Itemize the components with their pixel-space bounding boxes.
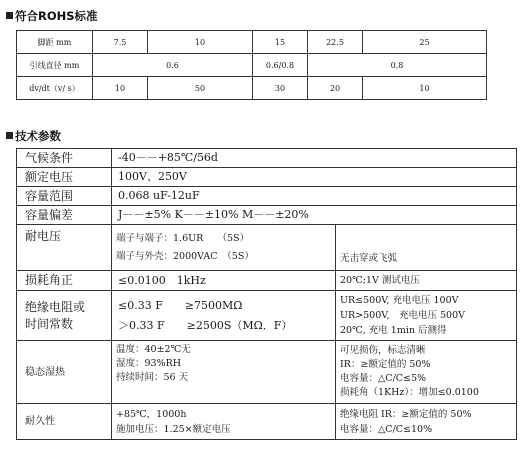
endurance-criteria bbox=[336, 404, 517, 440]
table-row bbox=[17, 77, 487, 100]
table-cell: 10 bbox=[93, 77, 148, 100]
param-value-climate: -40－－+85℃/56d bbox=[112, 149, 517, 168]
section-heading-tech bbox=[6, 128, 61, 144]
damp-heat-criterion-2: IR：≥额定值的 50% bbox=[340, 359, 431, 370]
insulation-label-line1: 绝缘电阻或 bbox=[25, 299, 86, 314]
endurance-voltage: 施加电压：1.25×额定电压 bbox=[116, 423, 231, 435]
section-title: 技术参数 bbox=[15, 129, 61, 143]
table-cell: 15 bbox=[253, 31, 308, 54]
damp-heat-humidity: 湿度：93%RH bbox=[116, 358, 182, 369]
endurance-criterion-2: 电容量：△C/C≤10% bbox=[340, 423, 433, 435]
param-value-withstand bbox=[112, 225, 336, 271]
tech-params-table bbox=[16, 148, 517, 440]
endurance-condition: +85℃，1000h bbox=[116, 408, 187, 420]
table-cell: 20 bbox=[308, 77, 363, 100]
table-row bbox=[17, 206, 517, 225]
table-cell: 22.5 bbox=[308, 31, 363, 54]
param-label-loss-angle: 损耗角正 bbox=[17, 271, 112, 291]
param-label-rated-voltage: 额定电压 bbox=[17, 168, 112, 187]
table-row bbox=[17, 225, 517, 271]
damp-heat-criterion-1: 可见损伤，标志清晰 bbox=[340, 345, 426, 356]
damp-heat-criterion-4: 损耗角（1KHz）：增加≤0.0100 bbox=[340, 387, 479, 398]
param-label-tolerance: 容量偏差 bbox=[17, 206, 112, 225]
row-label-pitch: 脚距 mm bbox=[17, 31, 93, 54]
insulation-label-line2: 时间常数 bbox=[25, 316, 74, 331]
insulation-condition-1: UR≤500V, 充电电压 100V bbox=[340, 295, 459, 306]
param-value-endurance bbox=[112, 404, 336, 440]
table-row bbox=[17, 168, 517, 187]
withstand-criteria: 无击穿或飞弧 bbox=[336, 225, 517, 271]
param-value-rated-voltage: 100V、250V bbox=[112, 168, 517, 187]
table-cell: 30 bbox=[253, 77, 308, 100]
insulation-condition-3: 20℃, 充电 1min 后测得 bbox=[340, 325, 447, 336]
endurance-criterion-1: 绝缘电阻 IR：≥额定值的 50% bbox=[340, 408, 472, 420]
table-cell: 0.6 bbox=[93, 54, 253, 77]
table-cell: 0.6/0.8 bbox=[253, 54, 308, 77]
insulation-small-cap: ≤0.33 F ≥7500MΩ bbox=[118, 298, 243, 312]
table-row bbox=[17, 54, 487, 77]
table-row bbox=[17, 404, 517, 440]
rohs-table bbox=[16, 30, 487, 100]
row-label-lead-diameter: 引线直径 mm bbox=[17, 54, 93, 77]
table-row bbox=[17, 187, 517, 206]
param-value-capacitance-range: 0.068 uF-12uF bbox=[112, 187, 517, 206]
damp-heat-criteria bbox=[336, 341, 517, 404]
table-row bbox=[17, 31, 487, 54]
loss-angle-condition: 20℃;1V 测试电压 bbox=[336, 271, 517, 291]
square-bullet-icon bbox=[6, 12, 13, 19]
param-label-insulation bbox=[17, 291, 112, 341]
param-value-loss-angle: ≤0.0100 1kHz bbox=[112, 271, 336, 291]
section-heading-rohs bbox=[6, 8, 98, 24]
param-value-insulation bbox=[112, 291, 336, 341]
table-cell: 7.5 bbox=[93, 31, 148, 54]
table-row bbox=[17, 341, 517, 404]
table-cell: 10 bbox=[363, 77, 487, 100]
table-row bbox=[17, 271, 517, 291]
damp-heat-temperature: 温度：40±2℃无 bbox=[116, 344, 191, 355]
param-value-damp-heat bbox=[112, 341, 336, 404]
table-row bbox=[17, 291, 517, 341]
param-value-tolerance: J－－±5% K－－±10% M－－±20% bbox=[112, 206, 517, 225]
damp-heat-criterion-3: 电容量：△C/C≤5% bbox=[340, 373, 427, 384]
row-label-dvdt: dv/dt（v/ s） bbox=[17, 77, 93, 100]
withstand-terminal-case: 端子与外壳：2000VAC （5S） bbox=[116, 250, 254, 262]
insulation-condition-2: UR>500V, 充电电压 500V bbox=[340, 310, 465, 321]
section-title: 符合ROHS标准 bbox=[15, 9, 98, 23]
param-label-endurance: 耐久性 bbox=[17, 404, 112, 440]
param-label-withstand: 耐电压 bbox=[17, 225, 112, 271]
table-row bbox=[17, 149, 517, 168]
square-bullet-icon bbox=[6, 132, 13, 139]
table-cell: 10 bbox=[148, 31, 253, 54]
damp-heat-duration: 持续时间：56 天 bbox=[116, 372, 189, 383]
withstand-terminal-terminal: 端子与端子：1.6UR （5S） bbox=[116, 232, 250, 244]
table-cell: 50 bbox=[148, 77, 253, 100]
insulation-large-cap: ＞0.33 F ≥2500S（MΩ．F） bbox=[118, 318, 293, 332]
table-cell: 25 bbox=[363, 31, 487, 54]
param-label-capacitance-range: 容量范围 bbox=[17, 187, 112, 206]
param-label-damp-heat: 稳态湿热 bbox=[17, 341, 112, 404]
insulation-conditions bbox=[336, 291, 517, 341]
param-label-climate: 气候条件 bbox=[17, 149, 112, 168]
table-cell: 0.8 bbox=[308, 54, 487, 77]
